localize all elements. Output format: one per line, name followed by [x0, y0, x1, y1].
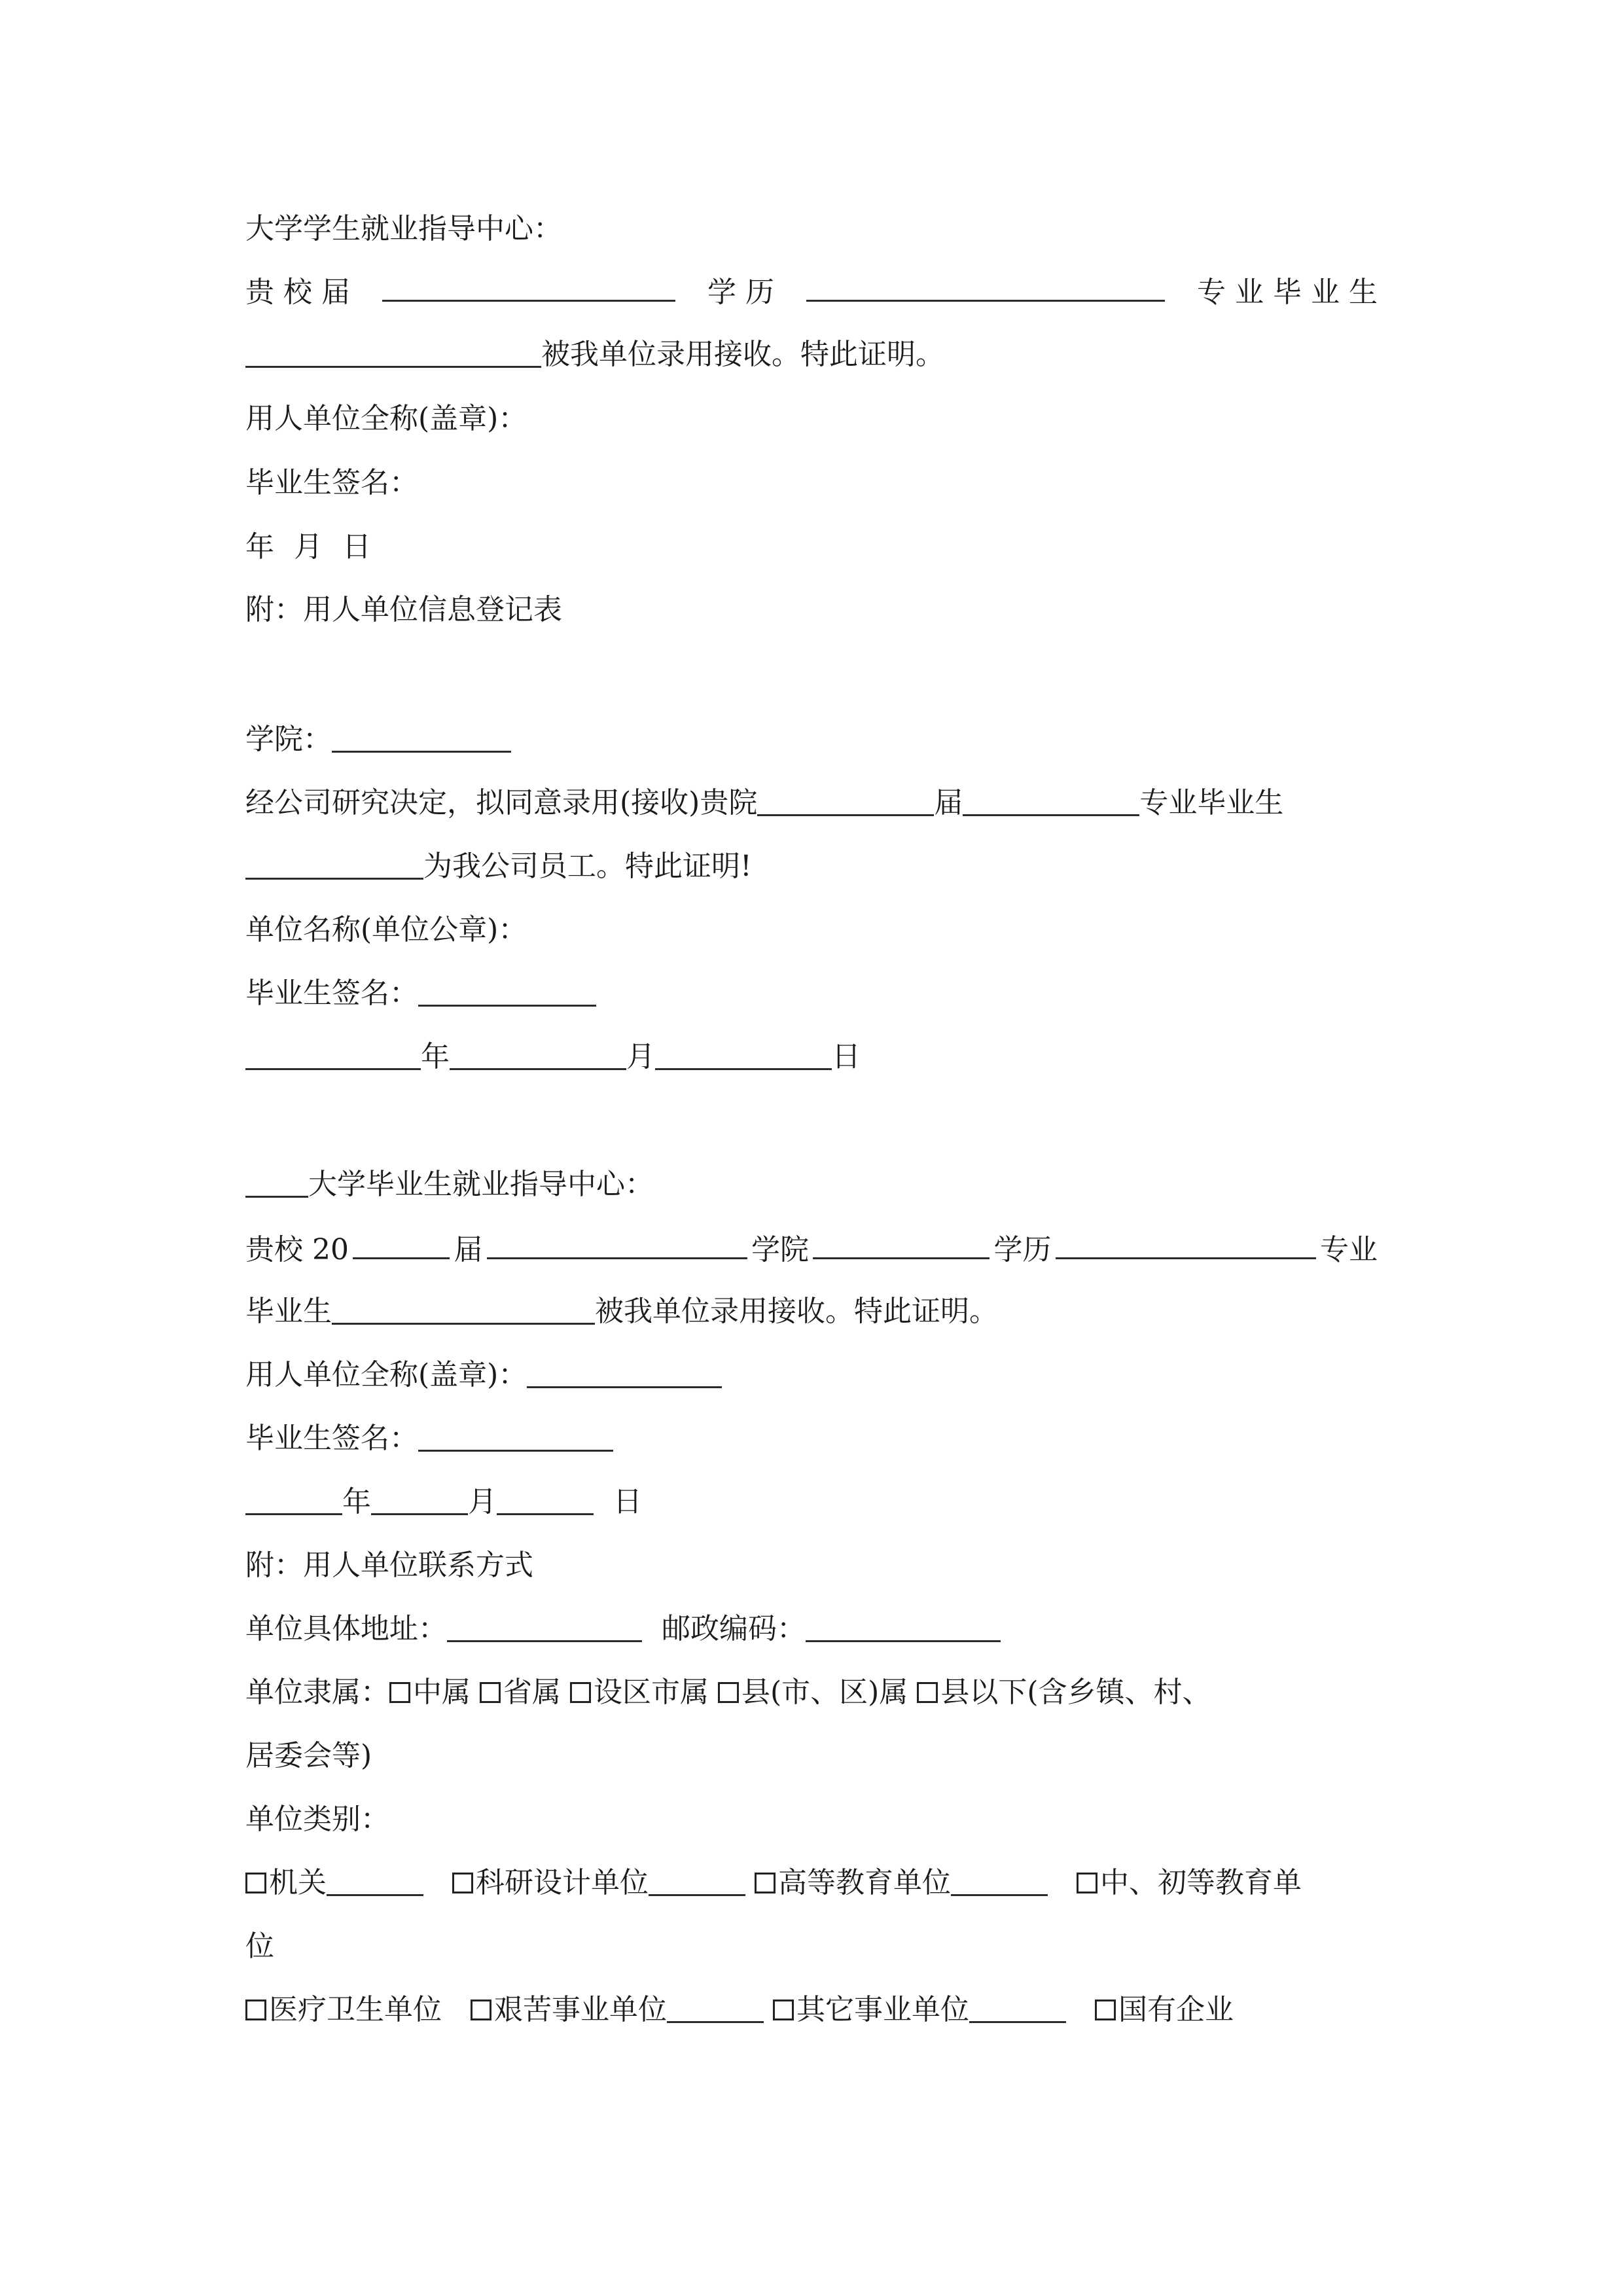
category-blank-other-public[interactable]	[969, 1992, 1066, 2023]
affiliation-checkbox-province[interactable]	[480, 1682, 501, 1703]
letter3-line2: 贵校 20 届 学院 学历 专业	[245, 1229, 1378, 1270]
letter3-month-blank[interactable]	[371, 1484, 468, 1515]
letter3-signature-blank[interactable]	[418, 1421, 613, 1452]
letter3-date: 年 月 日	[245, 1482, 1378, 1522]
affiliation-checkbox-county[interactable]	[718, 1682, 739, 1703]
letter1-school-label: 贵 校 届	[245, 276, 350, 309]
letter3-day-blank[interactable]	[497, 1484, 594, 1515]
letter3-greeting: 大学毕业生就业指导中心：	[245, 1165, 1378, 1204]
letter1-signature: 毕业生签名：	[245, 466, 418, 499]
letter3-year-blank[interactable]	[245, 1484, 342, 1515]
category-checkbox-secondary-edu[interactable]	[1077, 1873, 1097, 1893]
letter3-college-blank[interactable]	[487, 1229, 747, 1259]
affiliation-row: 单位隶属： 中属 省属 设区市属 县(市、区)属 县以下(含乡镇、村、	[245, 1676, 1211, 1709]
category-blank-hardship[interactable]	[667, 1992, 764, 2023]
affiliation-cont: 居委会等)	[245, 1739, 372, 1772]
letter2-signature-blank[interactable]	[418, 976, 596, 1007]
category-checkbox-medical[interactable]	[245, 2000, 266, 2020]
letter2-year-blank[interactable]	[245, 1039, 421, 1070]
letter1-attachment: 附：用人单位信息登记表	[245, 593, 562, 626]
letter2-day-blank[interactable]	[655, 1039, 832, 1070]
letter2-college: 学院：	[245, 720, 1378, 759]
letter3-address-row: 单位具体地址： 邮政编码：	[245, 1609, 1378, 1649]
letter3-attachment: 附：用人单位联系方式	[245, 1549, 533, 1582]
address-blank[interactable]	[447, 1611, 642, 1642]
category-blank-higher-edu[interactable]	[951, 1865, 1048, 1896]
category-label: 单位类别：	[245, 1803, 389, 1836]
category-checkbox-state-owned[interactable]	[1095, 2000, 1116, 2020]
letter1-line3: 被我单位录用接收。特此证明。	[245, 335, 1378, 374]
letter1-date: 年 月 日	[245, 530, 371, 564]
category-checkbox-higher-edu[interactable]	[755, 1873, 776, 1893]
affiliation-checkbox-below-county[interactable]	[917, 1682, 938, 1703]
letter3-signature: 毕业生签名：	[245, 1419, 1378, 1458]
category-checkbox-hardship[interactable]	[471, 2000, 491, 2020]
category-row1-cont: 位	[245, 1929, 274, 1963]
letter2-class-blank[interactable]	[757, 785, 934, 816]
postcode-blank[interactable]	[806, 1611, 1001, 1642]
letter2-graduate-blank[interactable]	[245, 849, 423, 880]
letter2-signature: 毕业生签名：	[245, 974, 1378, 1013]
letter1-major-label: 专 业 毕 业 生	[1197, 276, 1378, 309]
category-blank-research[interactable]	[649, 1865, 745, 1896]
letter3-graduate-blank[interactable]	[332, 1294, 595, 1325]
category-row2: 医疗卫生单位 艰苦事业单位 其它事业单位 国有企业	[245, 1990, 1378, 2030]
letter1-class-year-blank[interactable]	[382, 271, 675, 302]
category-checkbox-research[interactable]	[452, 1873, 473, 1893]
category-blank-government[interactable]	[327, 1865, 423, 1896]
affiliation-checkbox-central[interactable]	[389, 1682, 410, 1703]
letter1-education-label: 学 历	[707, 276, 775, 309]
letter1-greeting: 大学学生就业指导中心：	[245, 212, 562, 245]
letter3-university-blank[interactable]	[245, 1167, 308, 1198]
letter2-college-blank[interactable]	[332, 722, 511, 753]
letter1-education-blank[interactable]	[806, 271, 1165, 302]
letter2-unit-name: 单位名称(单位公章)：	[245, 913, 527, 946]
letter1-line2	[245, 271, 1378, 312]
letter3-unit-name-blank[interactable]	[527, 1357, 722, 1388]
letter1-graduate-blank[interactable]	[245, 337, 541, 368]
letter2-major-blank[interactable]	[963, 785, 1139, 816]
letter3-line3: 毕业生 被我单位录用接收。特此证明。	[245, 1295, 998, 1328]
category-checkbox-other-public[interactable]	[773, 2000, 794, 2020]
letter3-year-suffix-blank[interactable]	[353, 1229, 450, 1259]
letter3-major-blank[interactable]	[1056, 1229, 1316, 1259]
affiliation-checkbox-city[interactable]	[570, 1682, 591, 1703]
letter1-unit-name: 用人单位全称(盖章)：	[245, 402, 527, 435]
letter2-line2: 经公司研究决定，拟同意录用(接收)贵院 届 专业毕业生	[245, 786, 1284, 819]
category-checkbox-government[interactable]	[245, 1873, 266, 1893]
letter3-education-blank[interactable]	[813, 1229, 990, 1259]
letter2-line3: 为我公司员工。特此证明!	[245, 847, 1378, 886]
letter2-date: 年 月 日	[245, 1037, 1378, 1077]
category-row1: 机关 科研设计单位 高等教育单位 中、初等教育单	[245, 1863, 1378, 1903]
letter2-month-blank[interactable]	[450, 1039, 626, 1070]
letter3-unit-name: 用人单位全称(盖章)：	[245, 1355, 1378, 1395]
